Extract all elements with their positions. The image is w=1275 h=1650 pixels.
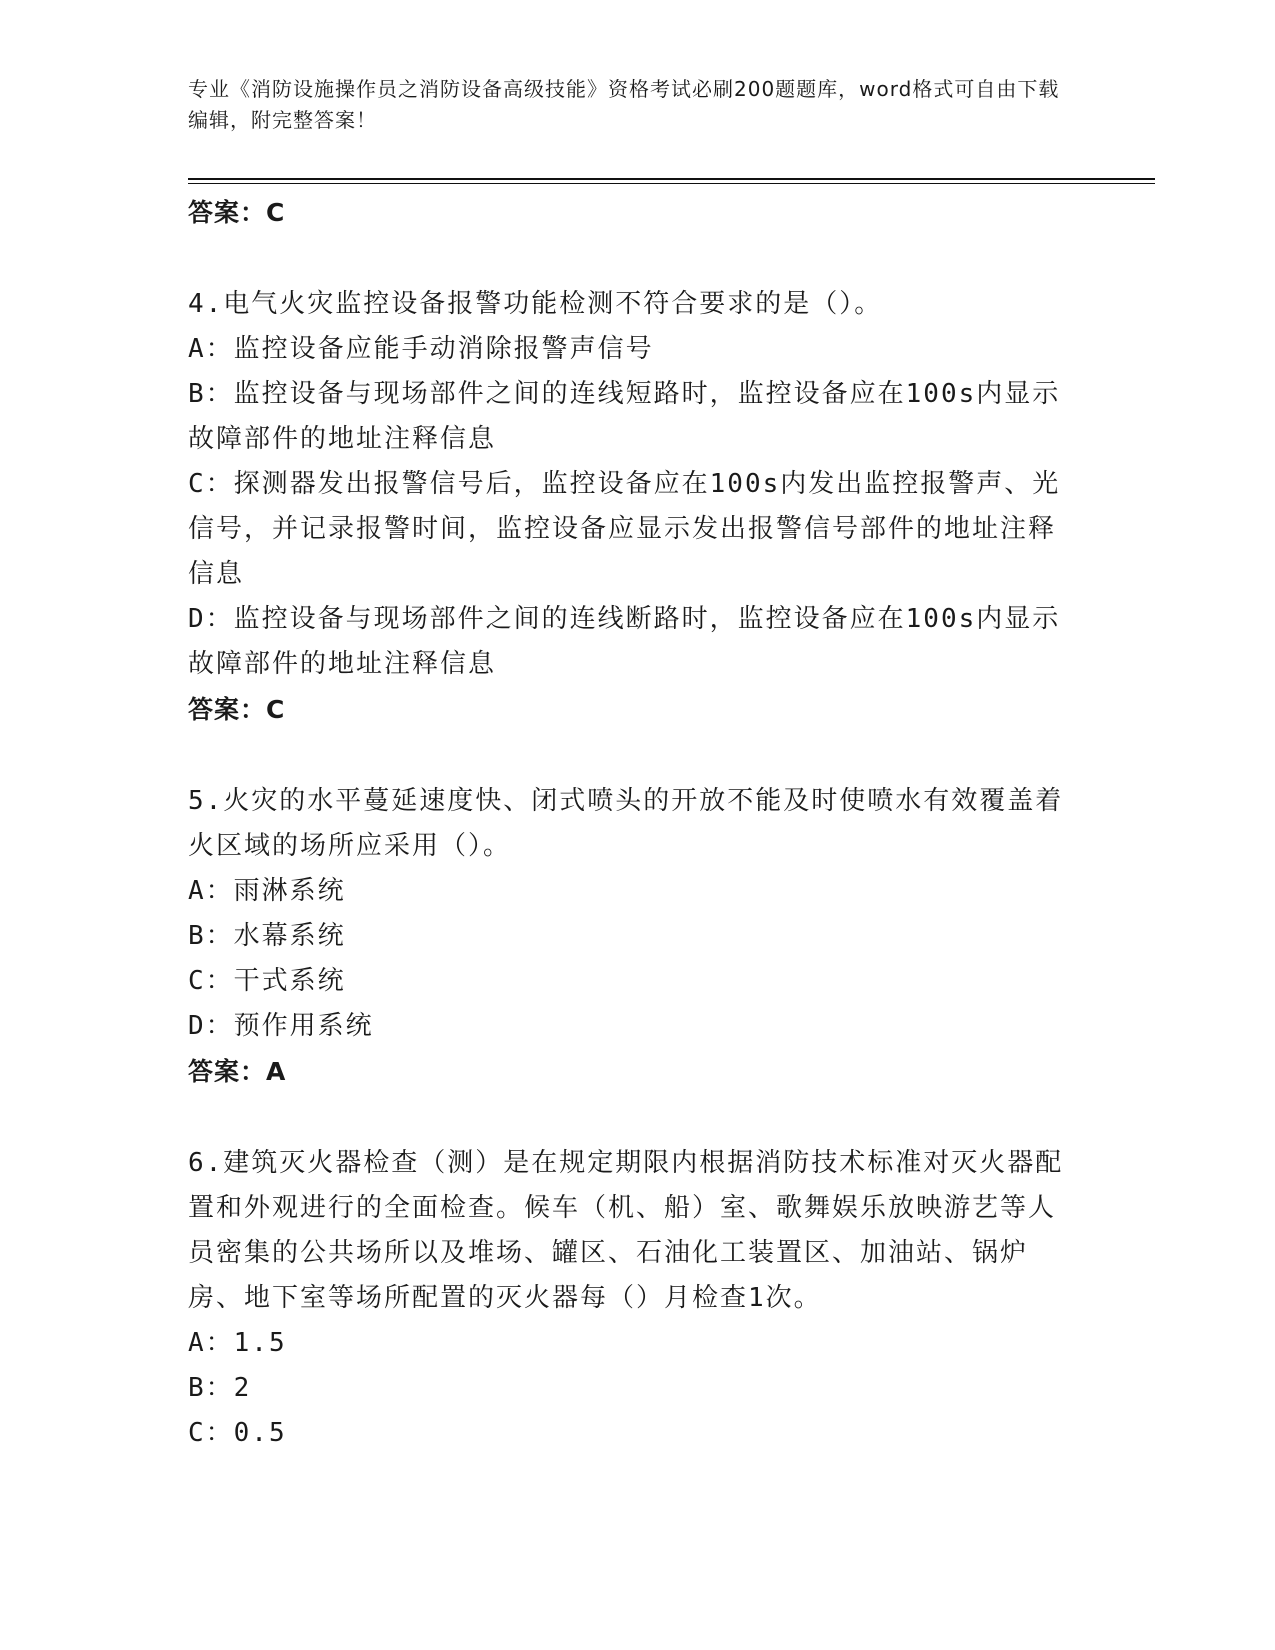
answer-line: 答案：C: [188, 198, 286, 227]
answer-line: 答案：C: [188, 695, 286, 724]
question-stem: 5.火灾的水平蔓延速度快、闭式喷头的开放不能及时使喷水有效覆盖着火区域的场所应采用（）。: [188, 786, 1064, 861]
option-a: A：1.5: [188, 1328, 287, 1358]
option-c: C：探测器发出报警信号后，监控设备应在100s内发出监控报警声、光信号，并记录报警时间，监控设备应显示发出报警信号部件的地址注释信息: [188, 469, 1061, 589]
question-stem: 6.建筑灭火器检查（测）是在规定期限内根据消防技术标准对灭火器配置和外观进行的全面检查。候车（机、船）室、歌舞娱乐放映游艺等人员密集的公共场所以及堆场、罐区、石油化工装置区、加油站、锅炉房、地下室等场所配置的灭火器每（）月检查1次。: [188, 1148, 1064, 1313]
header-rule-thin: [188, 183, 1155, 184]
document-header: 专业《消防设施操作员之消防设备高级技能》资格考试必刷200题题库，word格式可自由下载编辑，附完整答案！: [188, 77, 1060, 132]
answer-line: 答案：A: [188, 1057, 287, 1086]
option-b: B：监控设备与现场部件之间的连线短路时，监控设备应在100s内显示故障部件的地址注释信息: [188, 379, 1061, 454]
option-d: D：监控设备与现场部件之间的连线断路时，监控设备应在100s内显示故障部件的地址注释信息: [188, 604, 1061, 679]
option-c: C：0.5: [188, 1418, 287, 1448]
question-4: [188, 282, 1068, 733]
option-a: A：监控设备应能手动消除报警声信号: [188, 334, 654, 364]
option-b: B：水幕系统: [188, 921, 346, 951]
question-5: [188, 779, 1068, 1095]
option-c: C：干式系统: [188, 966, 346, 996]
option-d: D：预作用系统: [188, 1011, 374, 1041]
question-6: [188, 1141, 1068, 1456]
document-body: [188, 190, 1068, 1456]
question-stem: 4.电气火灾监控设备报警功能检测不符合要求的是（）。: [188, 289, 883, 319]
option-b: B：2: [188, 1373, 252, 1403]
header-rule-thick: [188, 178, 1155, 180]
option-a: A：雨淋系统: [188, 876, 346, 906]
